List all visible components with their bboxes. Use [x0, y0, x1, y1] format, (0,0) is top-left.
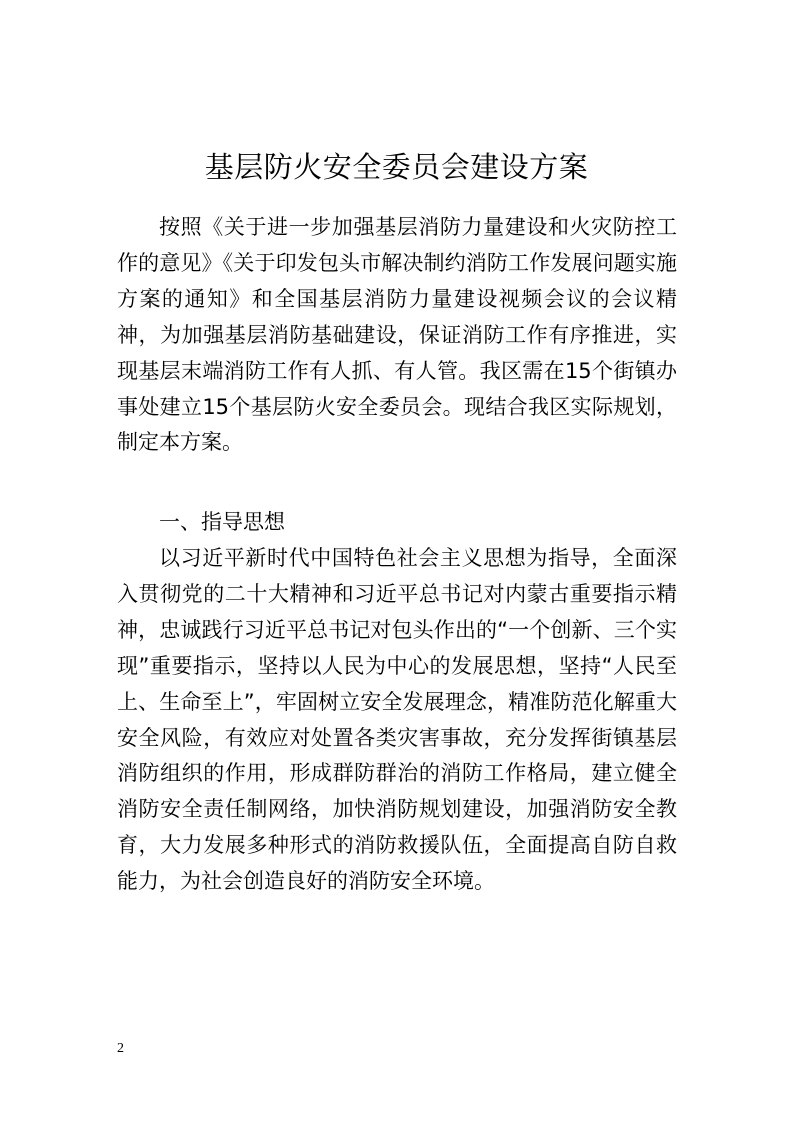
page-number: 2: [117, 1041, 124, 1056]
document-title: 基层防火安全委员会建设方案: [204, 150, 589, 184]
section-paragraph: 以习近平新时代中国特色社会主义思想为指导，全面深入贯彻党的二十大精神和习近平总书记对内蒙古重要指示精神，忠诚践行习近平总书记对包头作出的“一个创新、三个实现”重要指示，坚持以人民为中心的发展思想，坚持“人民至上、生命至上”，牢固树立安全发展理念，精准防范化解重大安全风险，有效应对处置各类灾害事故，充分发挥街镇基层消防组织的作用，形成群防群治的消防工作格局，建立健全消防安全责任制网络，加快消防规划建设，加强消防安全教育，大力发展多种形式的消防救援队伍，全面提高自防自救能力，为社会创造良好的消防安全环境。: [117, 546, 677, 894]
section-heading: 一、指导思想: [159, 510, 285, 534]
intro-paragraph: 按照《关于进一步加强基层消防力量建设和火灾防控工作的意见》《关于印发包头市解决制约消防工作发展问题实施方案的通知》和全国基层消防力量建设视频会议的会议精神，为加强基层消防基础建设，保证消防工作有序推进，实现基层末端消防工作有人抓、有人管。我区需在15个街镇办事处建立15个基层防火安全委员会。现结合我区实际规划，制定本方案。: [117, 215, 677, 455]
